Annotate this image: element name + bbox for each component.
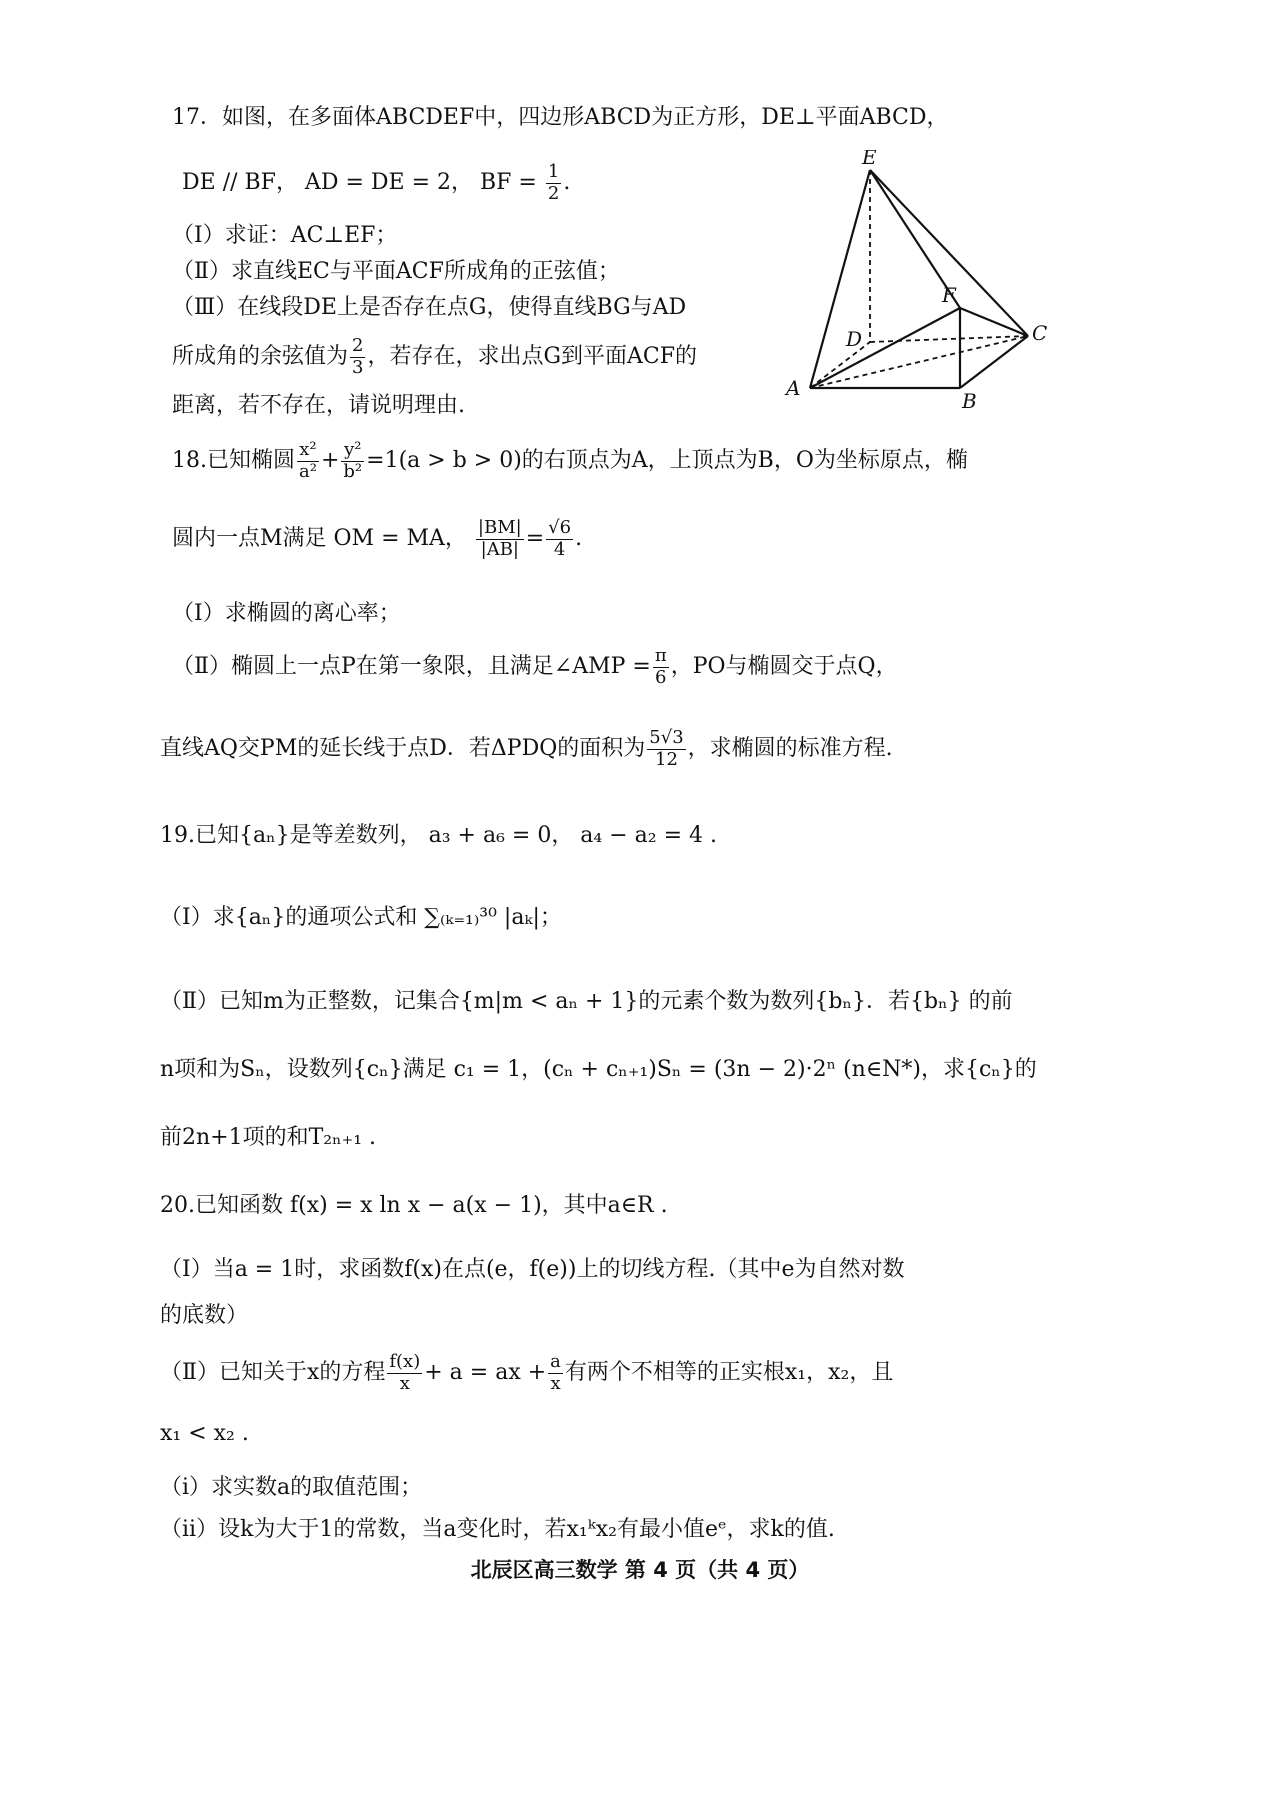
q18-root-num: √6 <box>548 517 572 538</box>
q20-part-2 <box>160 1352 893 1394</box>
q18-root-den: 4 <box>553 538 566 560</box>
q20-fx-den: x <box>399 1372 410 1394</box>
page-footer: 北辰区高三数学 第 4 页（共 4 页） <box>470 1558 810 1582</box>
q17-line-1: 17．如图，在多面体ABCDEF中，四边形ABCD为正方形，DE⊥平面ABCD， <box>172 105 949 130</box>
q20-part-1: （Ⅰ）当a = 1时，求函数f(x)在点(e，f(e))上的切线方程.（其中e为自然对数 <box>160 1257 905 1282</box>
q18-area-fraction <box>647 728 685 770</box>
q17-given: DE // BF， AD = DE = 2， BF = <box>182 170 537 196</box>
q17-cos-text: 所成角的余弦值为 <box>172 344 349 370</box>
q18-angle-fraction <box>653 646 669 688</box>
q18-frac-x-den: a² <box>299 460 317 482</box>
q17-bf-num: 1 <box>547 161 560 182</box>
q20-part-2-line-2: x₁ < x₂ . <box>160 1421 249 1446</box>
label-e: E <box>862 150 877 169</box>
q18-line-2 <box>172 518 582 560</box>
q19-part-2-line-3: 前2n+1项的和T₂ₙ₊₁ . <box>160 1125 377 1150</box>
q18-frac-y <box>341 440 364 482</box>
q18-part-2-text: （Ⅱ）椭圆上一点P在第一象限，且满足∠AMP = <box>172 654 651 680</box>
q18-frac-x-num: x² <box>297 440 319 462</box>
q18-area-num: 5√3 <box>649 727 684 748</box>
edge-fc <box>960 308 1028 336</box>
q20-part-2-mid: + a = ax + <box>424 1360 547 1386</box>
q18-eq: = <box>525 526 545 552</box>
q18-cond-end: . <box>575 526 583 552</box>
label-c: C <box>1032 321 1048 345</box>
q19-part-1: （Ⅰ）求{aₙ}的通项公式和 ∑₍ₖ₌₁₎³⁰ |aₖ|； <box>160 905 562 930</box>
label-f: F <box>942 283 956 307</box>
q17-part-2: （Ⅱ）求直线EC与平面ACF所成角的正弦值； <box>172 259 620 284</box>
q18-area-text: 直线AQ交PM的延长线于点D．若ΔPDQ的面积为 <box>160 736 646 762</box>
q18-part-1: （Ⅰ）求椭圆的离心率； <box>172 601 401 626</box>
q18-intro: 18.已知椭圆 <box>172 448 295 474</box>
q20-ax-den: x <box>550 1372 561 1394</box>
q19-part-2: （Ⅱ）已知m为正整数，记集合{m|m < aₙ + 1}的元素个数为数列{bₙ}．若{bₙ} 的前 <box>160 989 1013 1014</box>
q18-line-1 <box>172 440 968 482</box>
polyhedron-figure <box>780 150 1080 410</box>
q17-cos-den: 3 <box>352 356 364 378</box>
q17-part-3-line-3: 距离，若不存在，请说明理由. <box>172 393 465 418</box>
q20-sub-ii: （ⅱ）设k为大于1的常数，当a变化时，若x₁ᵏx₂有最小值eᵉ，求k的值. <box>160 1517 835 1542</box>
q18-cond: 圆内一点M满足 OM = MA， <box>172 526 467 552</box>
q17-part-3-line-2 <box>172 336 697 378</box>
q18-frac-y-num: y² <box>341 440 364 462</box>
q18-ratio-num: |BM| <box>477 517 522 538</box>
q18-ratio-den: |AB| <box>480 538 519 560</box>
q17-cos-num: 2 <box>352 335 364 356</box>
edge-af <box>810 308 960 388</box>
q19-line-1: 19.已知{aₙ}是等差数列， a₃ + a₆ = 0， a₄ − a₂ = 4 . <box>160 823 718 848</box>
q18-angle-den: 6 <box>655 666 667 688</box>
q20-part-2-text: （Ⅱ）已知关于x的方程 <box>160 1360 386 1386</box>
q17-line-2 <box>182 162 570 204</box>
q20-part-1-line-2: 的底数） <box>160 1303 249 1328</box>
q19-part-2-line-2: n项和为Sₙ，设数列{cₙ}满足 c₁ = 1，(cₙ + cₙ₊₁)Sₙ = (3n − 2)·2ⁿ (n∈N*)，求{cₙ}的 <box>160 1057 1037 1082</box>
q18-frac-y-den: b² <box>343 460 363 482</box>
q20-ax-fraction <box>548 1352 563 1394</box>
q18-area-den: 12 <box>655 748 678 770</box>
q20-part-2-text-2: 有两个不相等的正实根x₁，x₂，且 <box>564 1360 894 1386</box>
q18-intro-2: =1(a > b > 0)的右顶点为A，上顶点为B，O为坐标原点，椭 <box>366 448 968 474</box>
q18-area-text-2: ，求椭圆的标准方程. <box>687 736 893 762</box>
q17-bf-fraction <box>546 162 561 204</box>
q20-fx-fraction <box>387 1352 422 1394</box>
q18-part-2 <box>172 646 898 688</box>
q17-part-1: （Ⅰ）求证：AC⊥EF； <box>172 223 398 248</box>
q20-fx-num: f(x) <box>389 1351 421 1372</box>
q20-ax-num: a <box>550 1351 561 1372</box>
edge-ea <box>810 170 870 388</box>
q20-line-1: 20.已知函数 f(x) = x ln x − a(x − 1)，其中a∈R . <box>160 1193 668 1218</box>
q18-frac-x <box>297 440 319 482</box>
q18-ratio-fraction <box>476 518 524 560</box>
q18-plus: + <box>320 448 340 474</box>
q18-angle-num: π <box>654 645 667 666</box>
q17-cos-fraction <box>350 336 365 378</box>
label-b: B <box>962 389 977 410</box>
q18-part-2-text-2: ，PO与椭圆交于点Q， <box>670 654 898 680</box>
q18-part-2-line-2 <box>160 728 893 770</box>
q17-part-3: （Ⅲ）在线段DE上是否存在点G，使得直线BG与AD <box>172 295 687 320</box>
q17-bf-den: 2 <box>547 182 560 204</box>
q17-cos-text-2: ，若存在，求出点G到平面ACF的 <box>367 344 698 370</box>
label-d: D <box>846 327 863 351</box>
label-a: A <box>786 376 801 400</box>
q18-root-fraction <box>546 518 573 560</box>
q17-given-end: . <box>563 170 571 196</box>
q20-sub-i: （ⅰ）求实数a的取值范围； <box>160 1475 423 1500</box>
edge-ec <box>870 170 1028 336</box>
